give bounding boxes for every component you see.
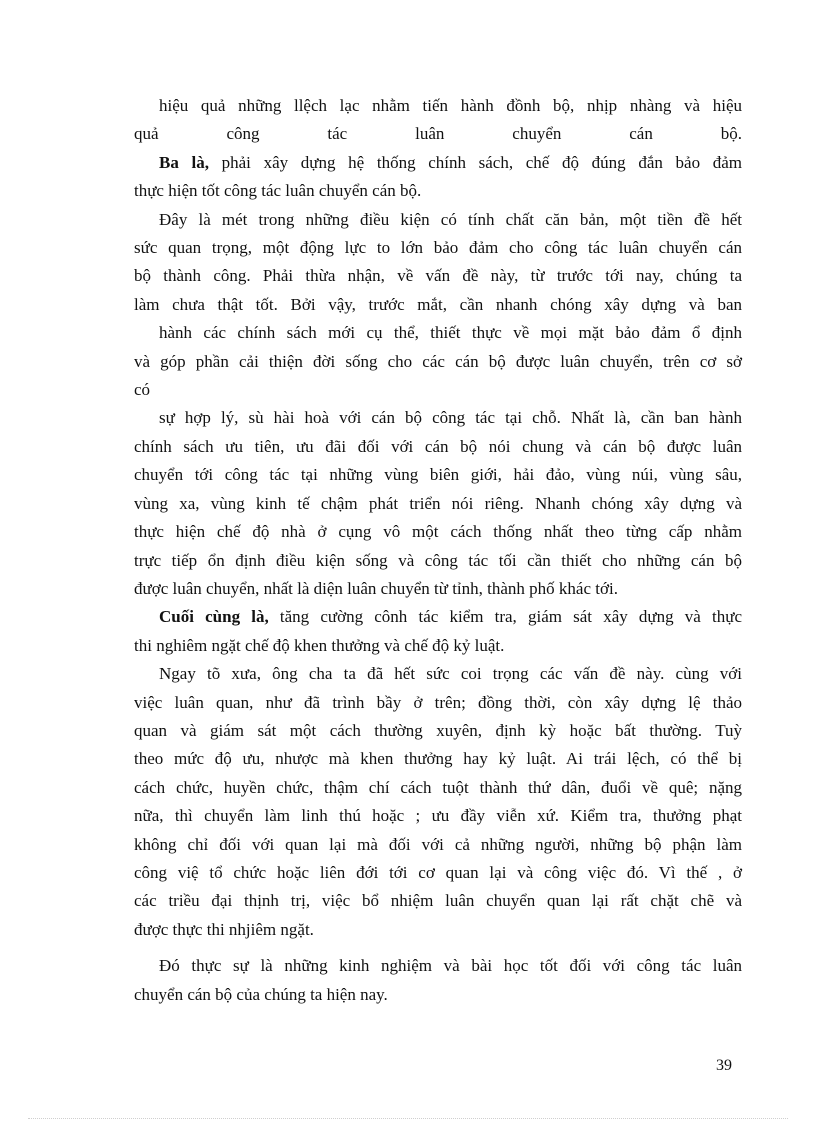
line-2: quả công tác luân chuyển cán bộ. — [134, 124, 742, 144]
line-9: hành các chính sách mới cụ thể, thiết thực về mọi mặt bảo đảm ổ định — [159, 323, 742, 343]
line-4: thực hiện tốt công tác luân chuyển cán bộ. — [134, 181, 422, 201]
line-13: chính sách ưu tiên, ưu đãi đối với cán bộ nói chung và cán bộ được luân — [134, 436, 742, 456]
line-14: chuyển tới công tác tại những vùng biên giới, hải đảo, vùng núi, vùng sâu, — [134, 465, 742, 485]
body-text — [134, 92, 742, 1009]
line-30: được thực thi nhjiêm ngặt. — [134, 919, 314, 939]
line-16: thực hiện chế độ nhà ở cụng vô một cách thống nhất theo từng cấp nhằm — [134, 522, 742, 542]
line-17: trực tiếp ổn định điều kiện sống và công tác tối cần thiết cho những cán bộ — [134, 550, 742, 570]
line-7: bộ thành công. Phải thừa nhận, về vấn đề này, từ trước tới nay, chúng ta — [134, 266, 742, 286]
line-11: có — [134, 380, 151, 400]
ba-la-text: phải xây dựng hệ thống chính sách, chế độ đúng đắn bảo đảm — [208, 152, 743, 172]
line-20: thi nghiêm ngặt chế độ khen thưởng và chế độ kỷ luật. — [134, 635, 505, 655]
line-22: việc luân quan, như đã trình bầy ở trên; đồng thời, còn xây dựng lệ thảo — [134, 692, 742, 712]
line-12: sự hợp lý, sù hài hoà với cán bộ công tác tại chỗ. Nhất là, cần ban hành — [159, 408, 742, 428]
footer-divider — [28, 1118, 788, 1119]
paragraph-ba-la-line-1 — [134, 149, 742, 177]
line-26: nữa, thì chuyển làm linh thú hoặc ; ưu đầy viễn xứ. Kiểm tra, thưởng phạt — [134, 806, 742, 826]
line-10: và góp phần cải thiện đời sống cho các cán bộ được luân chuyển, trên cơ sở — [134, 351, 742, 371]
line-24: theo mức độ ưu, nhược mà khen thưởng hay kỷ luật. Ai trái lệch, có thể bị — [134, 749, 742, 769]
line-1: hiệu quả những llệch lạc nhằm tiến hành đồnh bộ, nhịp nhàng và hiệu — [159, 96, 742, 115]
line-6: sức quan trọng, một động lực to lớn bảo đảm cho công tác luân chuyển cán — [134, 238, 742, 258]
line-15: vùng xa, vùng kinh tế chậm phát triển nói riêng. Nhanh chóng xây dựng và — [134, 493, 742, 513]
line-29: các triều đại thịnh trị, việc bổ nhiệm luân chuyển quan lại rất chặt chẽ và — [134, 891, 742, 911]
line-31: Đó thực sự là những kinh nghiệm và bài học tốt đối với công tác luân — [159, 956, 742, 976]
line-21: Ngay tõ xưa, ông cha ta đã hết sức coi trọng các vấn đề này. cùng với — [159, 664, 742, 684]
cuoi-cung-text: tăng cường cônh tác kiểm tra, giám sát xây dựng và thực — [268, 607, 742, 627]
line-18: được luân chuyển, nhất là diện luân chuyển từ tỉnh, thành phố khác tới. — [134, 578, 618, 598]
line-23: quan và giám sát một cách thường xuyên, định kỳ hoặc bất thường. Tuỳ — [134, 720, 742, 740]
line-25: cách chức, huyền chức, thậm chí cách tuột thành thứ dân, đuổi về quê; nặng — [134, 777, 742, 797]
paragraph-cuoi-cung-line-1 — [134, 603, 742, 631]
line-28: công việ tổ chức hoặc liên đới tới cơ quan lại và công việc đó. Vì thế , ở — [134, 862, 742, 882]
line-8: làm chưa thật tốt. Bởi vậy, trước mắt, cần nhanh chóng xây dựng và ban — [134, 294, 742, 314]
line-32: chuyển cán bộ của chúng ta hiện nay. — [134, 984, 388, 1004]
page-number: 39 — [716, 1057, 732, 1074]
ba-la-lead: Ba là, — [159, 152, 209, 172]
line-27: không chỉ đối với quan lại mà đối với cả những người, những bộ phận làm — [134, 834, 742, 854]
cuoi-cung-lead: Cuối cùng là, — [159, 607, 269, 627]
line-5: Đây là mét trong những điều kiện có tính chất căn bản, một tiền đề hết — [159, 209, 742, 229]
